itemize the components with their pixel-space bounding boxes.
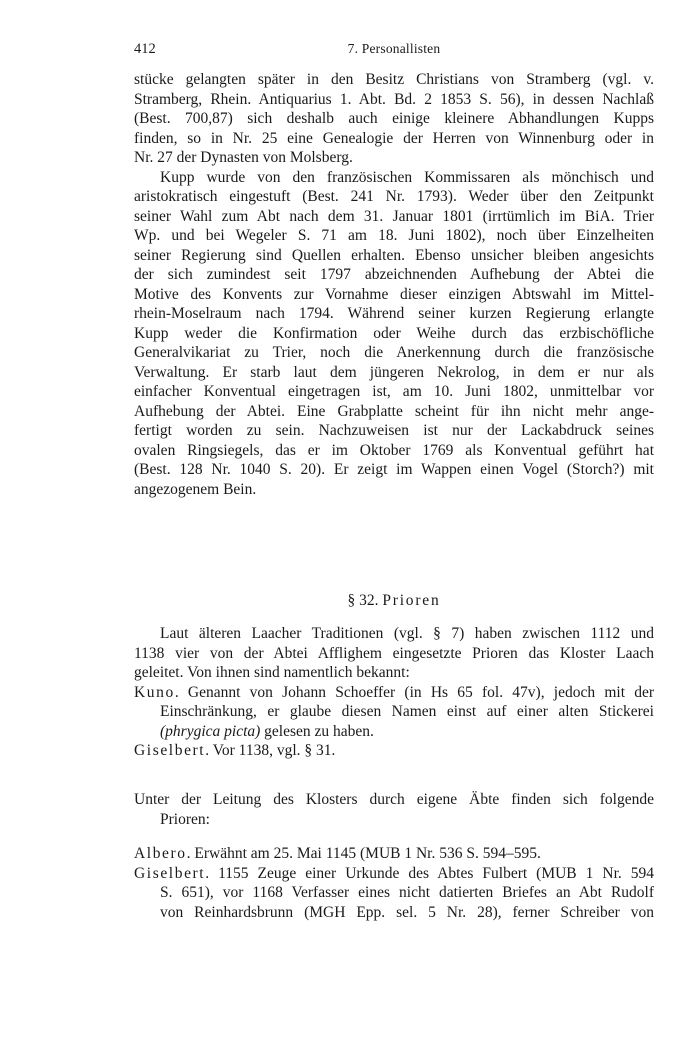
text-line: Wp. und bei Wegeler S. 71 am 18. Juni 1802), noch über Einzelheiten: [134, 227, 654, 244]
text-line: stücke gelangten später in den Besitz Christians von Stramberg (vgl. v.: [134, 71, 654, 88]
text-line: Giselbert. 1155 Zeuge einer Urkunde des Abtes Fulbert (MUB 1 Nr. 594: [134, 864, 654, 882]
entry-giselbert-1: [134, 741, 654, 761]
page-number: 412: [134, 41, 156, 57]
text-line: rhein-Moselraum nach 1794. Während seiner kurzen Regierung erlangte: [134, 305, 654, 322]
text-line: finden, so in Nr. 25 eine Genealogie der Herren von Winnenburg oder in: [134, 129, 654, 147]
text-line: Kupp wurde von den französischen Kommissaren als mönchisch und: [160, 168, 654, 186]
text-line: Nr. 27 der Dynasten von Molsberg.: [134, 149, 353, 166]
text-line: Kuno. Genannt von Johann Schoeffer (in Hs 65 fol. 47v), jedoch mit der: [134, 683, 654, 701]
text-line: Prioren:: [160, 810, 210, 828]
text-line: von Reinhardsbrunn (MGH Epp. sel. 5 Nr. 28), ferner Schreiber von: [160, 903, 654, 921]
text-line: S. 651), vor 1168 Verfasser eines nicht datierten Briefes an Abt Rudolf: [160, 884, 654, 901]
running-head: 7. Personallisten: [347, 41, 441, 56]
text-line: (phrygica picta) gelesen zu haben.: [160, 722, 374, 740]
text-line: einfacher Konventual eingetragen ist, am 10. Juni 1802, unmittelbar vor: [134, 383, 654, 400]
text-line: Generalvikariat zu Trier, noch die Anerkennung durch die französische: [134, 344, 654, 361]
text-line: geleitet. Von ihnen sind namentlich bekannt:: [134, 664, 410, 681]
text-line: Giselbert. Vor 1138, vgl. § 31.: [134, 742, 336, 759]
section-title: Prioren: [382, 592, 441, 609]
text-line: der sich zumindest seit 1797 abzeichnenden Aufhebung der Abtei die: [134, 266, 654, 283]
text-line: ovalen Ringsiegels, das er im Oktober 1769 als Konventual geführt hat: [134, 441, 654, 459]
text-line: seiner Wahl zum Abt nach dem 31. Januar 1801 (irrtümlich im BiA. Trier: [134, 207, 654, 225]
section-number: § 32.: [347, 592, 379, 609]
paragraph-eigene-aebte: [134, 790, 654, 829]
paragraph-kupp: [134, 168, 654, 500]
text-line: Motive des Konvents zur Vornahme dieser einzigen Abtswahl im Mittel-: [134, 285, 654, 303]
text-line: angezogenem Bein.: [134, 480, 257, 498]
text-line: fertigt worden zu sein. Nachzuweisen ist nur der Lackabdruck seines: [134, 422, 654, 439]
text-line: 1138 vier von der Abtei Afflighem eingesetzte Prioren das Kloster Laach: [134, 644, 654, 662]
entry-name: Giselbert: [134, 864, 206, 882]
entry-name: Kuno: [134, 683, 175, 701]
entry-kuno: [134, 683, 654, 742]
paragraph-stramberg: [134, 70, 654, 168]
entry-albero: [134, 844, 654, 864]
text-line: (Best. 128 Nr. 1040 S. 20). Er zeigt im Wappen einen Vogel (Storch?) mit: [134, 461, 654, 478]
section-heading: [134, 592, 654, 610]
paragraph-laacher-traditionen: [134, 624, 654, 683]
text-line: Einschränkung, er glaube diesen Namen einst auf einer alten Stickerei: [160, 703, 654, 720]
entry-name: Giselbert: [134, 742, 206, 759]
text-line: Laut älteren Laacher Traditionen (vgl. § 7) haben zwischen 1112 und: [160, 625, 654, 642]
text-line: Verwaltung. Er starb laut dem jüngeren Nekrolog, in dem er nur als: [134, 363, 654, 381]
text-line: Unter der Leitung des Klosters durch eigene Äbte finden sich folgende: [134, 791, 654, 808]
entry-name: Albero: [134, 845, 187, 862]
text-line: aristokratisch eingestuft (Best. 241 Nr. 1793). Weder über den Zeitpunkt: [134, 188, 654, 205]
text-line: seiner Regierung sind Quellen erhalten. Ebenso unsicher bleiben angesichts: [134, 246, 654, 264]
text-line: Albero. Erwähnt am 25. Mai 1145 (MUB 1 Nr. 536 S. 594–595.: [134, 845, 541, 862]
text-line: Kupp weder die Konfirmation oder Weihe durch das erzbischöfliche: [134, 324, 654, 342]
entry-giselbert-2: [134, 864, 654, 923]
text-line: (Best. 700,87) sich deshalb auch einige kleinere Abhandlungen Kupps: [134, 110, 654, 127]
text-line: Aufhebung der Abtei. Eine Grabplatte scheint für ihn nicht mehr ange-: [134, 402, 654, 420]
text-line: Stramberg, Rhein. Antiquarius 1. Abt. Bd. 2 1853 S. 56), in dessen Nachlaß: [134, 90, 654, 108]
italic-term: (phrygica picta): [160, 722, 261, 740]
page-header: [134, 41, 654, 61]
